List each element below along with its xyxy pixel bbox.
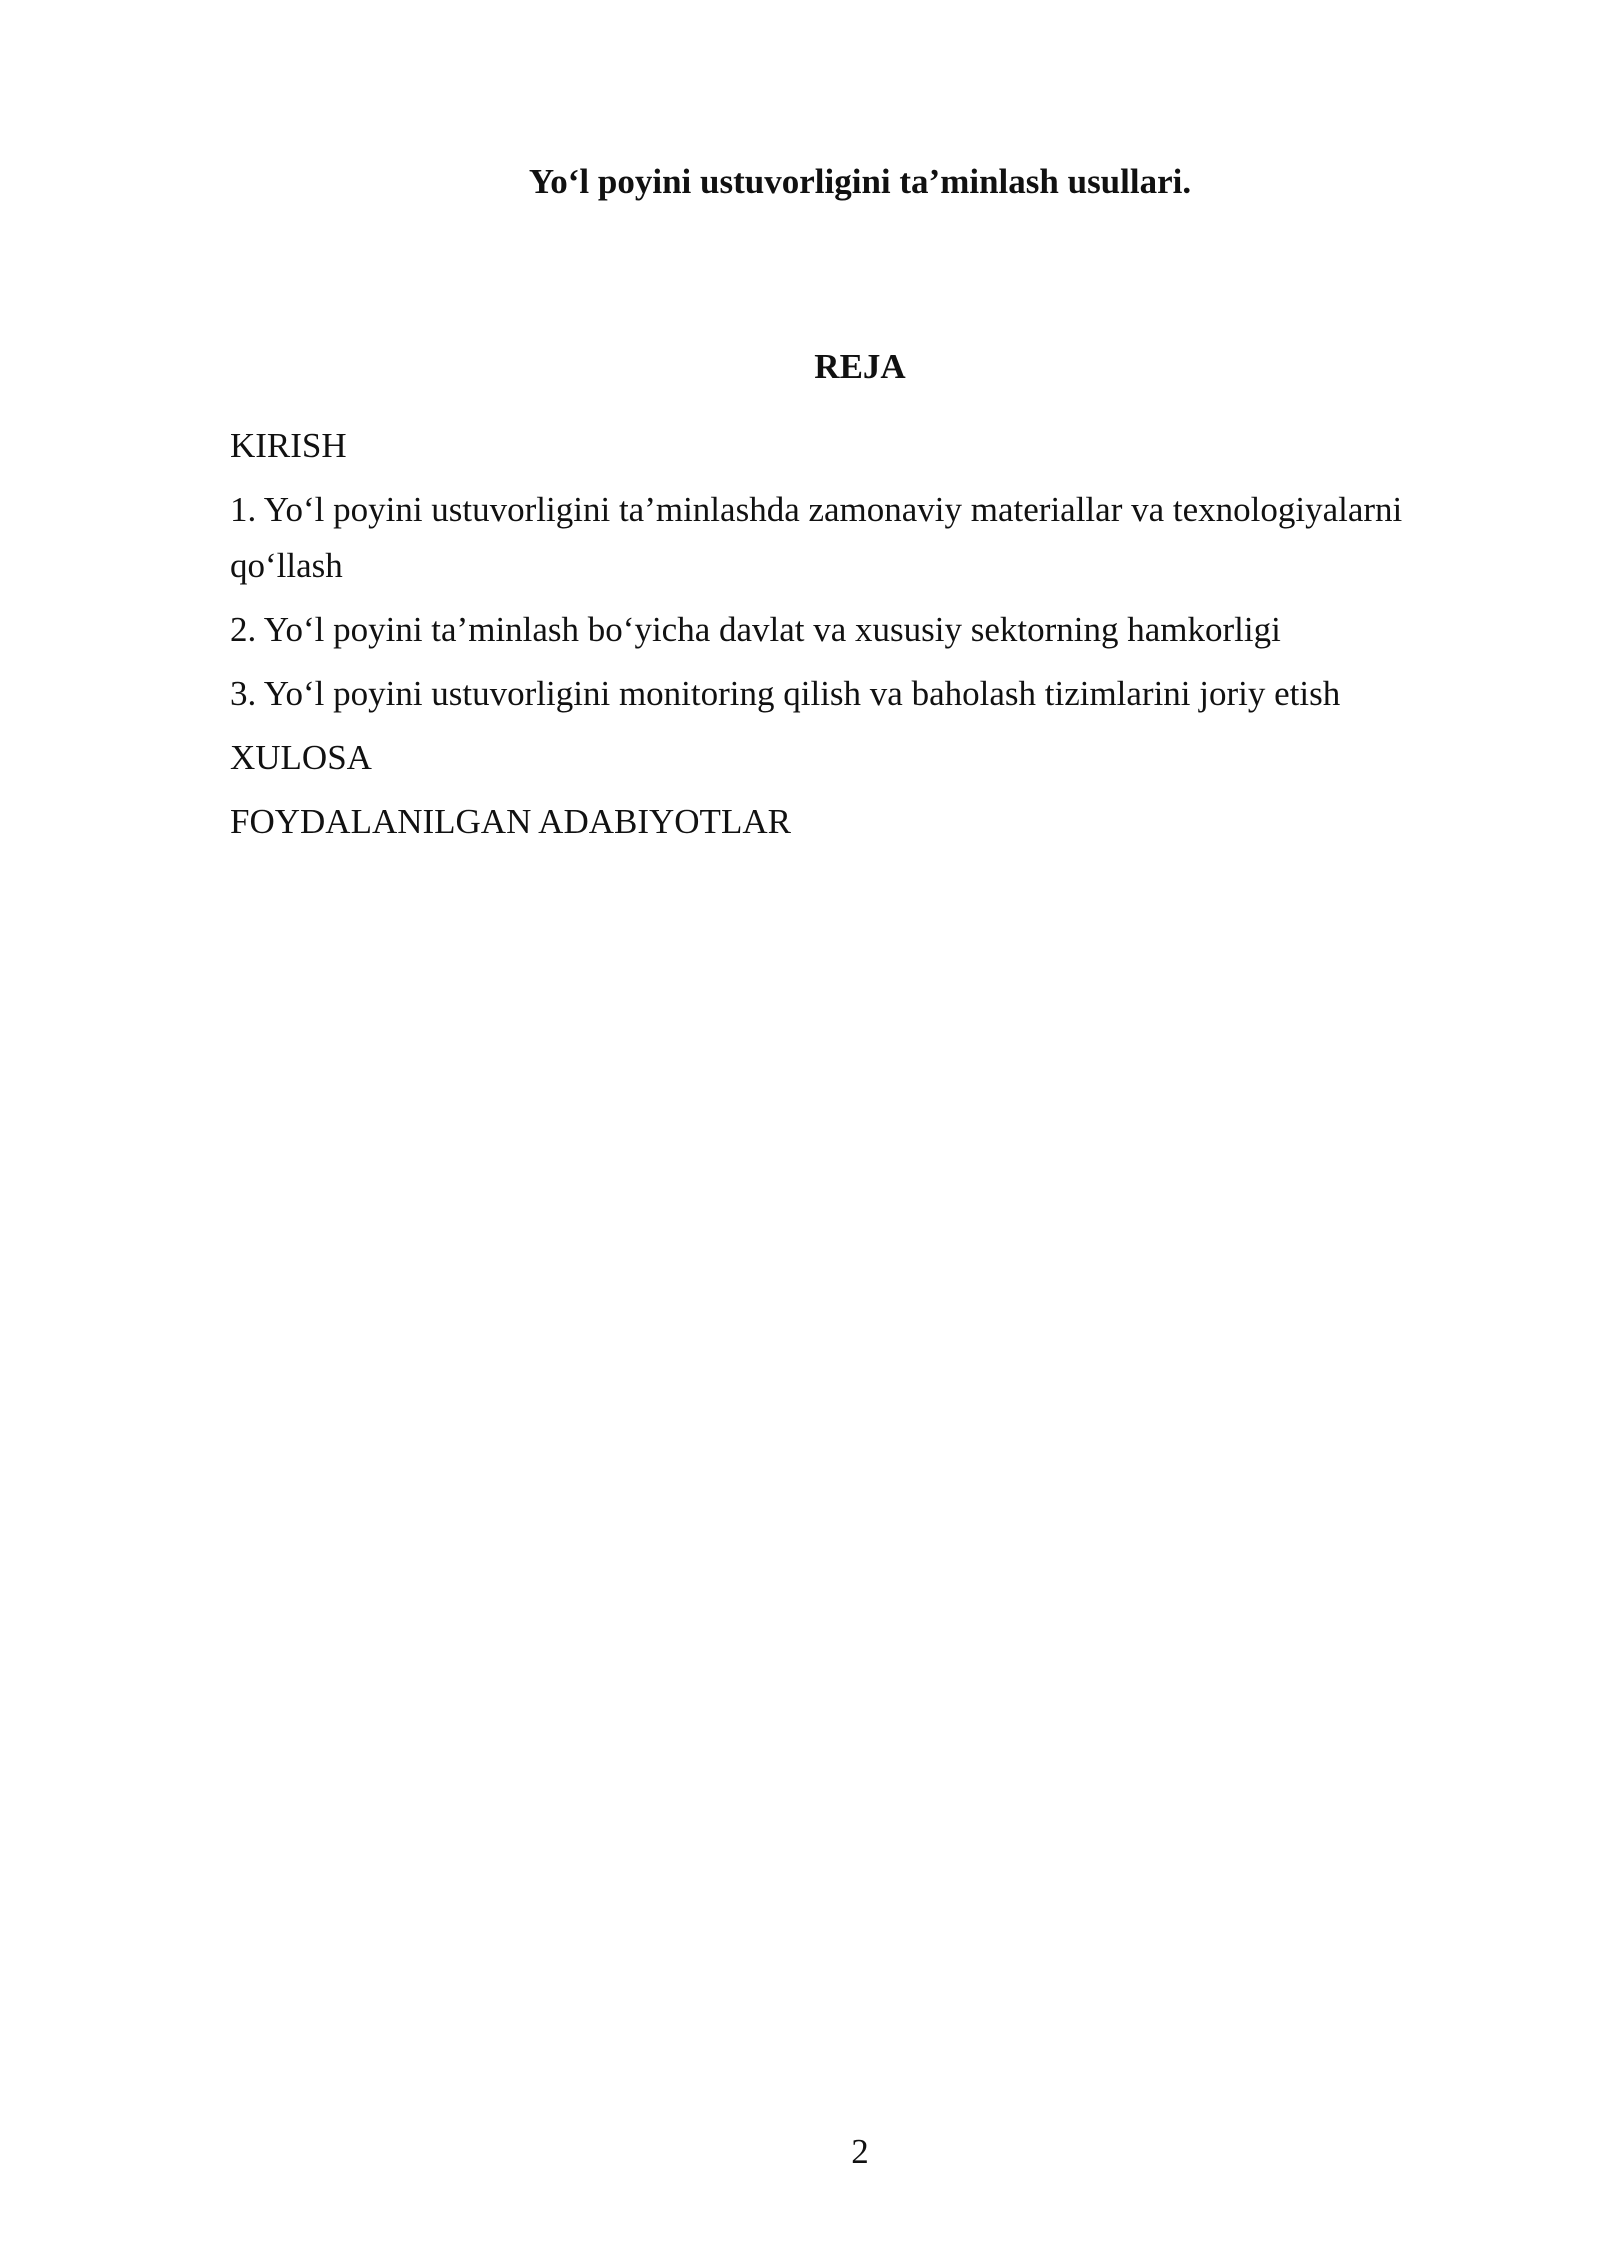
- plan-item-references: FOYDALANILGAN ADABIYOTLAR: [230, 802, 791, 841]
- plan-list: [230, 418, 1470, 858]
- document-title: Yo‘l poyini ustuvorligini ta’minlash usullari.: [528, 162, 1192, 201]
- plan-item-introduction: KIRISH: [230, 426, 347, 465]
- plan-item-conclusion: XULOSA: [230, 738, 372, 777]
- plan-item-section-1: 1. Yo‘l poyini ustuvorligini ta’minlashda zamonaviy materiallar va texnologiyalarni qo‘llash: [230, 490, 1403, 585]
- plan-heading: REJA: [814, 347, 906, 386]
- page-number: 2: [851, 2132, 869, 2171]
- plan-item-section-3: 3. Yo‘l poyini ustuvorligini monitoring qilish va baholash tizimlarini joriy etish: [230, 674, 1341, 713]
- plan-item-section-2: 2. Yo‘l poyini ta’minlash bo‘yicha davlat va xususiy sektorning hamkorligi: [230, 610, 1281, 649]
